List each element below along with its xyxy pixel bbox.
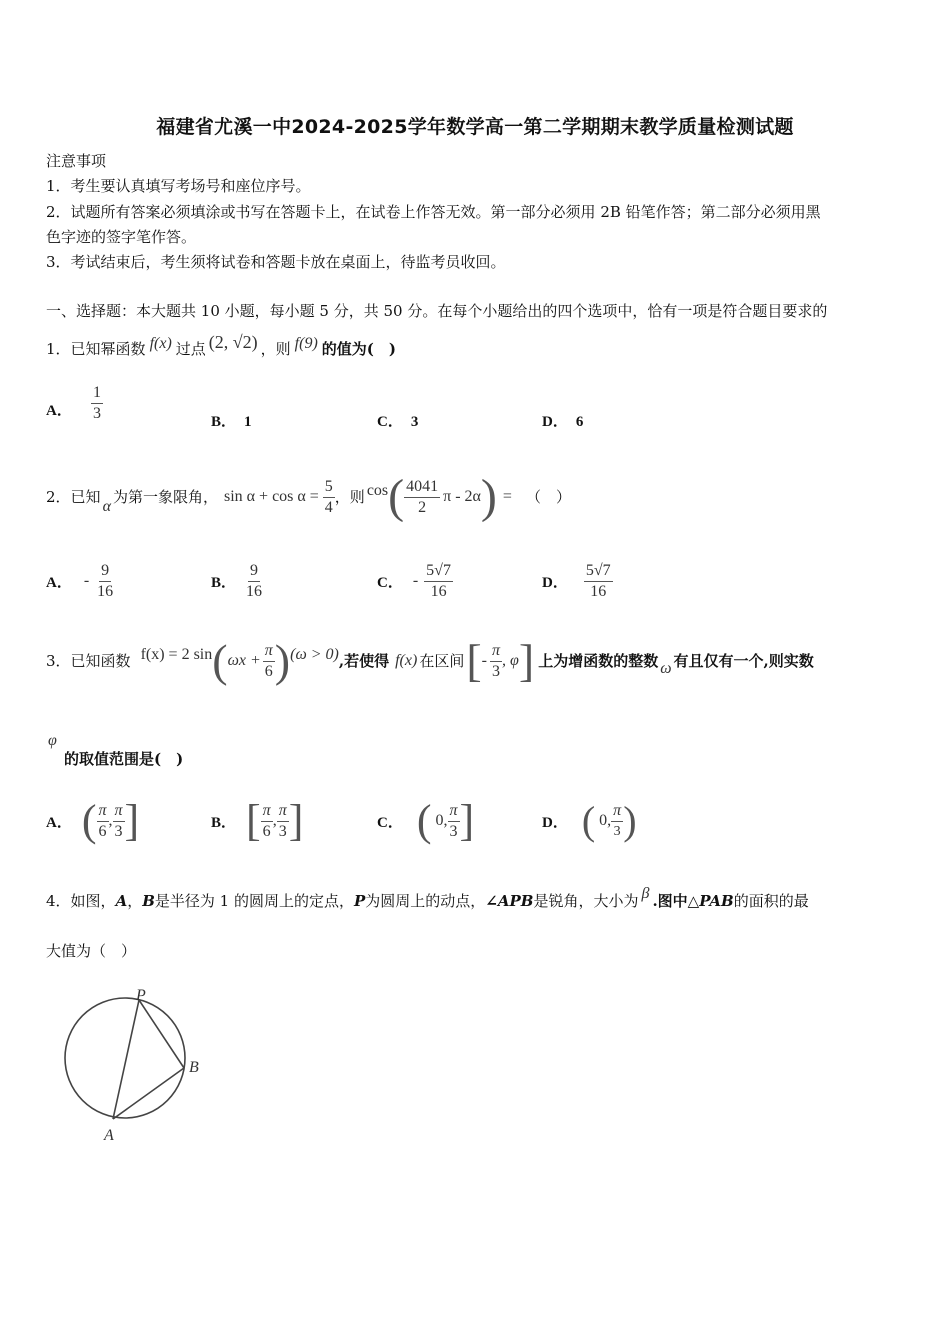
question-text: .图中△ — [652, 892, 700, 910]
option-label: C． — [377, 574, 403, 591]
bracket-left: [ — [246, 796, 261, 845]
option-label: A． — [46, 574, 72, 591]
fraction: $\frac{9}{16}$ — [97, 561, 114, 600]
question-text: 已知函数 — [70, 652, 131, 670]
math-sign: - — [412, 572, 419, 589]
question-text: 为圆周上的动点， — [365, 892, 486, 910]
paren-left: ( — [81, 796, 97, 845]
paren-right: ) — [480, 470, 497, 523]
paren-left: ( — [581, 798, 596, 843]
question-text: ,若使得 — [338, 652, 390, 670]
question-text: 已知 — [70, 488, 101, 506]
fraction: $\frac{\pi}{6}$ — [262, 801, 271, 840]
question-4 — [46, 885, 809, 913]
bracket-right: ] — [518, 635, 535, 686]
fraction: $\frac{5√7}{16}$ — [585, 561, 611, 600]
question-number: 2． — [46, 488, 71, 506]
bracket-right: ] — [459, 796, 475, 845]
fraction: $\frac{\pi}{3}$ — [114, 801, 123, 840]
question-text: 在区间 — [419, 652, 465, 670]
option-c[interactable] — [377, 410, 418, 431]
option-label: B． — [211, 814, 237, 831]
math-minus: - — [481, 652, 487, 669]
fraction: $\frac{1}{3}$ — [92, 384, 101, 422]
circle-figure — [50, 980, 220, 1150]
math-phi-tail: , φ — [502, 652, 519, 669]
option-c[interactable] — [377, 556, 453, 606]
math-alpha: α — [102, 498, 111, 515]
question-text: 是半径为 1 的圆周上的定点， — [154, 892, 354, 910]
question-text: 有且仅有一个,则实数 — [673, 652, 814, 670]
option-value: 3 — [410, 414, 419, 430]
math-sign: - — [83, 572, 90, 589]
question-text: 为第一象限角， — [112, 488, 218, 506]
option-a[interactable] — [46, 384, 103, 423]
fraction: $\frac{\pi}{6}$ — [264, 641, 273, 680]
circle — [65, 998, 185, 1118]
bracket-left: [ — [466, 635, 482, 686]
option-d[interactable] — [542, 556, 613, 606]
math-fx: f(x) — [149, 335, 172, 352]
option-label: D． — [542, 814, 568, 831]
circle-figure-svg — [50, 980, 220, 1150]
question-number: 4． — [46, 892, 71, 910]
question-number: 3． — [46, 652, 71, 670]
notice-item: 1．考生要认真填写考场号和座位序号。 — [46, 177, 311, 195]
math-point: (2, √2) — [208, 332, 258, 352]
bracket-right: ] — [124, 796, 140, 845]
question-text: 如图， — [70, 892, 116, 910]
option-d[interactable] — [542, 410, 583, 431]
math-expr: sin α + cos α = — [223, 488, 319, 505]
question-text: 过点 — [175, 340, 206, 358]
question-text: 的面积的最 — [733, 892, 809, 910]
math-beta: β — [641, 885, 650, 902]
option-label: A． — [46, 403, 72, 419]
question-text: 已知幂函数 — [70, 340, 146, 358]
math-lead: 0, — [599, 812, 612, 829]
point-b: B — [142, 892, 155, 910]
question-number: 1． — [46, 340, 71, 358]
question-text: 是锐角，大小为 — [533, 892, 639, 910]
question-text: 的取值范围是( ) — [64, 750, 184, 768]
question-1 — [46, 332, 396, 361]
math-lead: 0, — [435, 812, 448, 829]
fraction: $\frac{5√7}{16}$ — [426, 561, 451, 600]
question-text: 上为增函数的整数 — [538, 652, 659, 670]
label-a: A — [104, 1127, 114, 1144]
math-arg: ωx + — [227, 652, 261, 669]
fraction: $\frac{\pi}{3}$ — [278, 801, 287, 840]
question-text: ，则 — [334, 488, 365, 506]
option-label: C． — [377, 814, 403, 831]
section-heading: 一、选择题：本大题共 10 小题，每小题 5 分，共 50 分。在每个小题给出的四个选项中，恰有一项是符合题目要求的 — [46, 302, 828, 320]
fraction: $\frac{9}{16}$ — [246, 561, 263, 600]
paren-right: ) — [274, 635, 291, 686]
option-label: D． — [542, 574, 568, 591]
page-title: 福建省尤溪一中2024-2025学年数学高一第二学期期末教学质量检测试题 — [156, 116, 794, 138]
notice-item: 色字迹的签字笔作答。 — [46, 228, 197, 246]
triangle-pab: PAB — [699, 892, 734, 910]
math-omega: ω — [660, 660, 672, 677]
option-value: 6 — [575, 414, 584, 430]
math-f9: f(9) — [294, 335, 318, 352]
option-value: 1 — [244, 414, 252, 430]
fraction: $\frac{4041}{2}$ — [406, 477, 439, 516]
question-2 — [46, 472, 571, 522]
option-b[interactable] — [211, 556, 264, 606]
notice-heading: 注意事项 — [46, 152, 107, 170]
label-p: P — [136, 987, 146, 1004]
paren-left: ( — [416, 796, 432, 845]
paren-right: ) — [623, 798, 637, 843]
question-text: 的值为( ) — [321, 340, 396, 358]
point-a: A — [115, 892, 128, 910]
math-phi: φ — [48, 732, 57, 749]
option-a[interactable] — [46, 556, 115, 606]
question-text: 大值为（ ） — [46, 942, 137, 960]
comma: , — [272, 812, 277, 829]
option-d[interactable] — [542, 796, 637, 846]
bracket-right: ] — [288, 796, 304, 845]
option-b[interactable] — [211, 796, 303, 846]
comma: , — [108, 812, 113, 829]
fraction: $\frac{\pi}{3}$ — [449, 801, 458, 840]
math-cond: (ω > 0) — [290, 646, 339, 663]
option-label: C． — [377, 414, 403, 430]
math-fx: f(x) — [395, 652, 418, 669]
option-label: B． — [211, 414, 237, 430]
option-c[interactable] — [377, 796, 474, 846]
math-inner-tail: π - 2α — [443, 488, 481, 505]
label-b: B — [189, 1059, 199, 1076]
option-label: D． — [542, 414, 568, 430]
math-eq: = — [502, 488, 512, 505]
question-text: ，则 — [260, 340, 291, 358]
option-b[interactable] — [211, 410, 252, 431]
paren-left: ( — [212, 635, 228, 686]
question-text: （ ） — [525, 488, 571, 506]
notice-item: 3．考试结束后，考生须将试卷和答题卡放在桌面上，待监考员收回。 — [46, 253, 506, 271]
fraction: $\frac{\pi}{3}$ — [491, 641, 500, 680]
notice-item: 2．试题所有答案必须填涂或书写在答题卡上，在试卷上作答无效。第一部分必须用 2B 铅笔作答；第二部分必须用黑 — [46, 203, 821, 221]
option-label: B． — [211, 574, 237, 591]
fraction: $\frac{\pi}{6}$ — [98, 801, 107, 840]
question-text: ， — [127, 892, 143, 910]
math-cos: cos — [366, 482, 389, 499]
question-3 — [46, 636, 814, 686]
point-p: P — [354, 892, 366, 910]
segment-pa — [113, 1000, 139, 1119]
option-label: A． — [46, 814, 72, 831]
fraction: $\frac{5}{4}$ — [324, 477, 333, 516]
angle-apb: ∠APB — [485, 892, 534, 910]
fraction: $\frac{\pi}{3}$ — [613, 801, 622, 839]
math-f-lhs: f(x) = 2 sin — [140, 646, 213, 663]
paren-left: ( — [388, 470, 405, 523]
option-a[interactable] — [46, 796, 139, 846]
